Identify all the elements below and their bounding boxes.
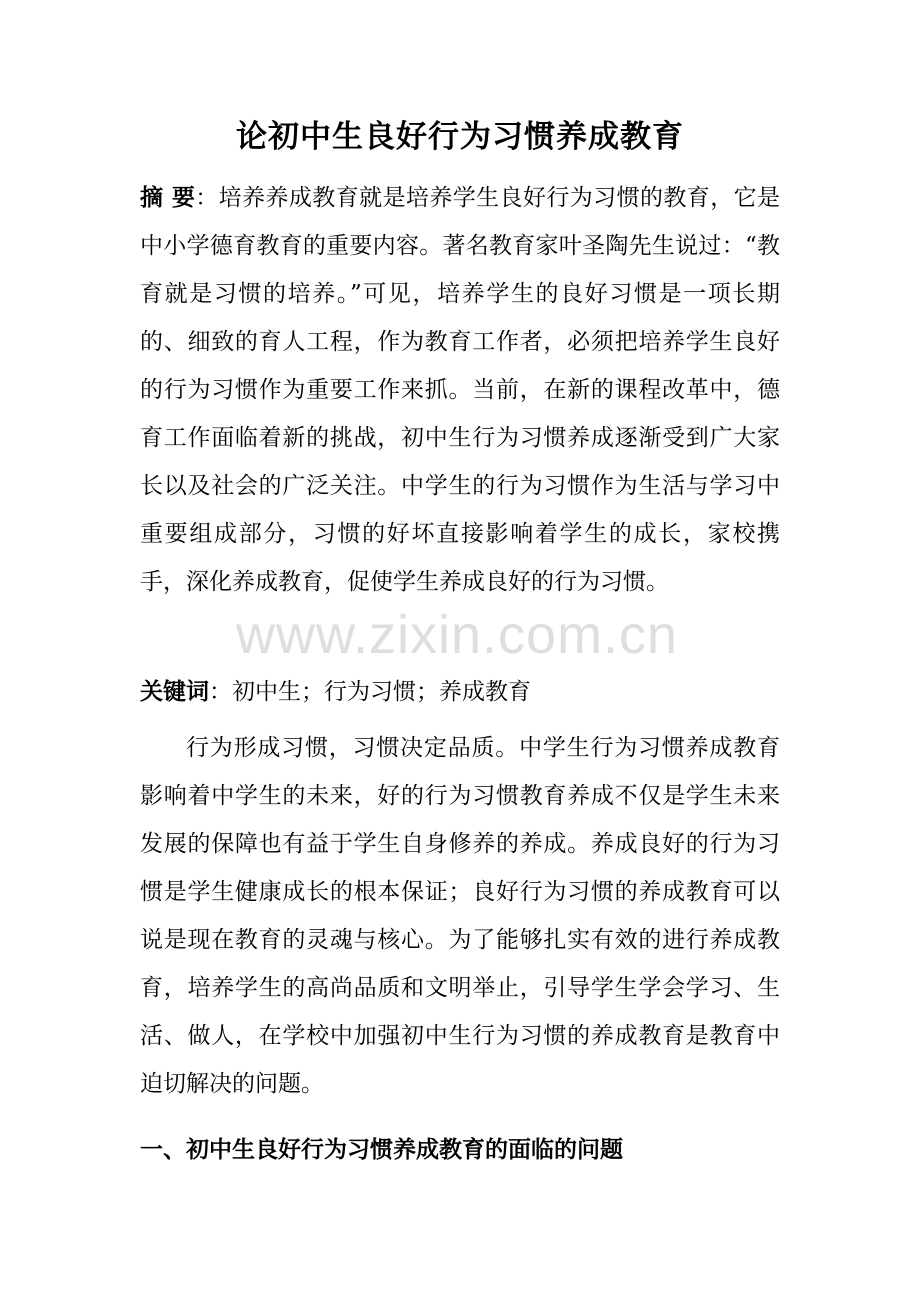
document-title: 论初中生良好行为习惯养成教育: [236, 119, 684, 155]
intro-paragraph: 行为形成习惯，习惯决定品质。中学生行为习惯养成教育影响着中学生的未来，好的行为习惯教育养成不仅是学生未来发展的保障也有益于学生自身修养的养成。养成良好的行为习惯是学生健康成长的根本保证；良好行为习惯的养成教育可以说是现在教育的灵魂与核心。为了能够扎实有效的进行养成教育，培养学生的高尚品质和文明举止，引导学生学会学习、生活、做人，在学校中加强初中生行为习惯的养成教育是教育中迫切解决的问题。: [140, 735, 780, 1097]
keywords-separator: ：: [209, 679, 232, 705]
abstract-separator: ：: [195, 185, 219, 211]
keywords-text: 初中生；行为习惯；养成教育: [232, 679, 531, 705]
abstract-label: 摘 要: [140, 185, 196, 211]
abstract-paragraph: [140, 174, 780, 606]
keywords-line: [140, 668, 780, 716]
watermark: www.zixin.com.cn: [236, 605, 679, 665]
abstract-text: 培养养成教育就是培养学生良好行为习惯的教育，它是中小学德育教育的重要内容。著名教育家叶圣陶先生说过：“教育就是习惯的培养。”可见，培养学生的良好习惯是一项长期的、细致的育人工程，作为教育工作者，必须把培养学生良好的行为习惯作为重要工作来抓。当前，在新的课程改革中，德育工作面临着新的挑战，初中生行为习惯养成逐渐受到广大家长以及社会的广泛关注。中学生的行为习惯作为生活与学习中重要组成部分，习惯的好坏直接影响着学生的成长，家校携手，深化养成教育，促使学生养成良好的行为习惯。: [140, 185, 781, 595]
section-heading: 一、初中生良好行为习惯养成教育的面临的问题: [140, 1137, 623, 1163]
keywords-label: 关键词: [140, 679, 209, 705]
